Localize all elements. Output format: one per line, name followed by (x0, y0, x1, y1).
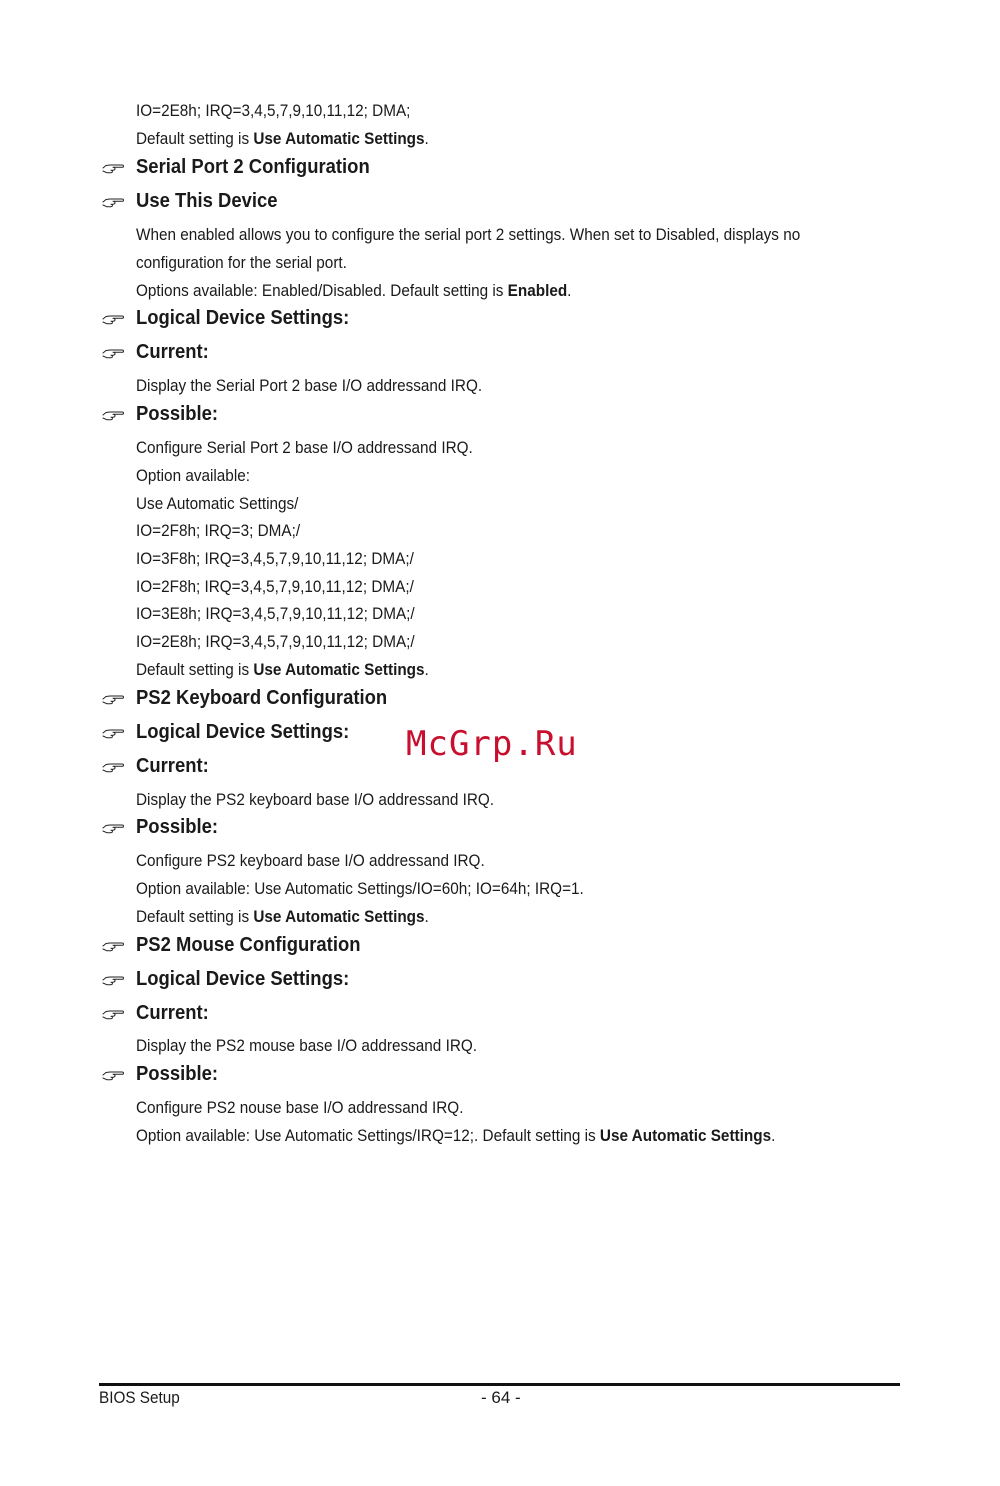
option-text: IO=2F8h; IRQ=3,4,5,7,9,10,11,12; DMA;/ (136, 577, 414, 596)
option-text: IO=2E8h; IRQ=3,4,5,7,9,10,11,12; DMA; (136, 101, 411, 120)
option-text: IO=3F8h; IRQ=3,4,5,7,9,10,11,12; DMA;/ (136, 549, 414, 568)
page-number: - 64 - (481, 1388, 521, 1407)
option-text: IO=3E8h; IRQ=3,4,5,7,9,10,11,12; DMA;/ (136, 604, 415, 623)
pointing-hand-icon (102, 974, 124, 986)
footer-divider (99, 1383, 900, 1386)
pointing-hand-icon (102, 313, 124, 325)
pointing-hand-icon (102, 693, 124, 705)
default-setting-text: Default setting is Use Automatic Settings. (136, 907, 429, 926)
description-text: Configure PS2 keyboard base I/O addressand IRQ. (136, 851, 485, 870)
section-heading: PS2 Mouse Configuration (136, 933, 361, 956)
default-setting-text: Default setting is Use Automatic Settings. (136, 129, 429, 148)
description-text: Display the PS2 mouse base I/O addressand IRQ. (136, 1036, 478, 1055)
description-text: Configure Serial Port 2 base I/O addressand IRQ. (136, 438, 473, 457)
item-heading: Logical Device Settings: (136, 306, 350, 329)
option-text: Use Automatic Settings/ (136, 494, 299, 513)
default-setting-text: Default setting is Use Automatic Settings. (136, 660, 429, 679)
item-heading: Logical Device Settings: (136, 967, 350, 990)
pointing-hand-icon (102, 196, 124, 208)
description-text: When enabled allows you to configure the serial port 2 settings. When set to Disabled, displays no (136, 225, 801, 244)
section-heading: PS2 Keyboard Configuration (136, 686, 388, 709)
pointing-hand-icon (102, 347, 124, 359)
option-text: IO=2F8h; IRQ=3; DMA;/ (136, 521, 301, 540)
item-heading: Possible: (136, 402, 219, 425)
watermark-text: McGrp.Ru (406, 724, 578, 764)
description-text: Display the Serial Port 2 base I/O addressand IRQ. (136, 376, 483, 395)
pointing-hand-icon (102, 822, 124, 834)
item-heading: Current: (136, 754, 209, 777)
default-setting-text: Options available: Enabled/Disabled. Default setting is Enabled. (136, 281, 572, 300)
pointing-hand-icon (102, 1069, 124, 1081)
pointing-hand-icon (102, 162, 124, 174)
item-heading: Use This Device (136, 189, 278, 212)
pointing-hand-icon (102, 727, 124, 739)
option-text: Option available: Use Automatic Settings/IO=60h; IO=64h; IRQ=1. (136, 879, 584, 898)
option-text: IO=2E8h; IRQ=3,4,5,7,9,10,11,12; DMA;/ (136, 632, 415, 651)
item-heading: Logical Device Settings: (136, 720, 350, 743)
item-heading: Possible: (136, 1062, 219, 1085)
option-text: Option available: (136, 466, 250, 485)
pointing-hand-icon (102, 1008, 124, 1020)
item-heading: Possible: (136, 815, 219, 838)
pointing-hand-icon (102, 761, 124, 773)
footer-section-title: BIOS Setup (99, 1388, 180, 1407)
pointing-hand-icon (102, 409, 124, 421)
description-text: Configure PS2 nouse base I/O addressand IRQ. (136, 1098, 464, 1117)
item-heading: Current: (136, 340, 209, 363)
section-heading: Serial Port 2 Configuration (136, 155, 370, 178)
default-setting-text: Option available: Use Automatic Settings/IRQ=12;. Default setting is Use Automatic Settings. (136, 1126, 776, 1145)
item-heading: Current: (136, 1001, 209, 1024)
description-text: Display the PS2 keyboard base I/O addressand IRQ. (136, 790, 495, 809)
pointing-hand-icon (102, 940, 124, 952)
description-text: configuration for the serial port. (136, 253, 347, 272)
